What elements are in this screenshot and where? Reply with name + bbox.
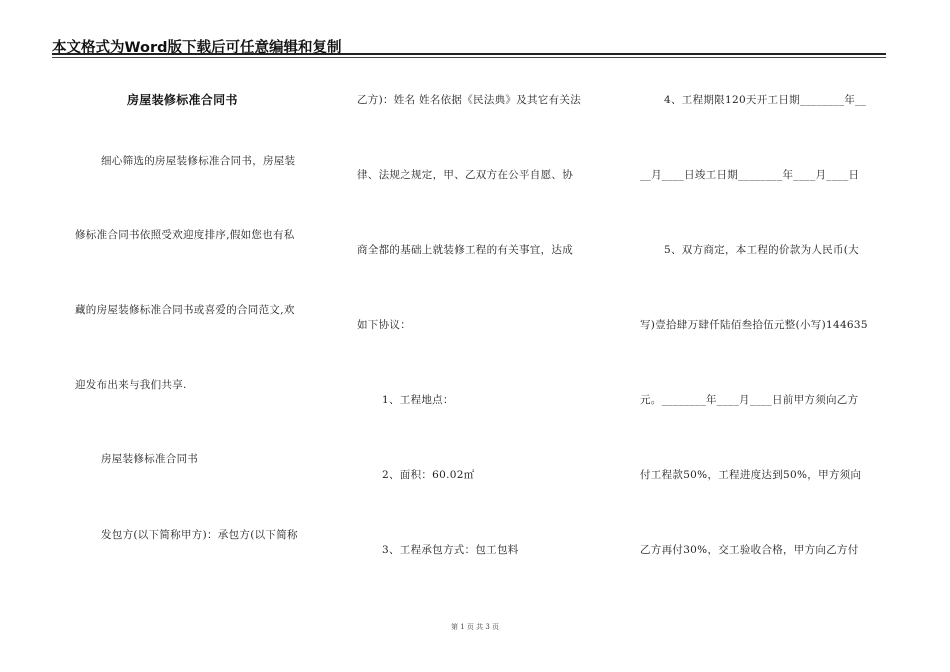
paragraph-line: 迎发布出来与我们共享. — [75, 379, 187, 391]
paragraph-line: 乙方再付30%，交工验收合格，甲方向乙方付 — [640, 544, 859, 556]
paragraph-line: 1、工程地点： — [382, 394, 454, 406]
paragraph-line: 付工程款50%，工程进度达到50%，甲方须向 — [640, 469, 862, 481]
paragraph-line: 写)壹拾肆万肆仟陆佰叁拾伍元整(小写)144635 — [640, 319, 868, 331]
page-number: 第 1 页 共 3 页 — [450, 623, 500, 631]
paragraph-line: 律、法规之规定，甲、乙双方在公平自愿、协 — [357, 169, 573, 181]
paragraph-line: 元。________年____月____日前甲方须向乙方 — [640, 394, 859, 406]
paragraph-line: 3、工程承包方式：包工包料 — [382, 544, 519, 556]
paragraph-line: 藏的房屋装修标准合同书或喜爱的合同范文,欢 — [75, 304, 295, 316]
paragraph-line: 商全都的基础上就装修工程的有关事宜，达成 — [357, 244, 573, 256]
page-header-title: 本文格式为Word版下载后可任意编辑和复制 — [52, 40, 342, 56]
paragraph-line: 细心筛选的房屋装修标准合同书，房屋装 — [101, 155, 296, 167]
paragraph-line: 2、面积：60.02㎡ — [382, 469, 475, 481]
paragraph-line: 4、工程期限120天开工日期________年__ — [664, 94, 867, 106]
paragraph-line: 房屋装修标准合同书 — [101, 453, 199, 465]
paragraph-line: 5、双方商定，本工程的价款为人民币(大 — [664, 244, 859, 256]
paragraph-line: 乙方)：姓名 姓名依据《民法典》及其它有关法 — [357, 94, 582, 106]
paragraph-line: __月____日竣工日期________年____月____日 — [640, 169, 860, 181]
paragraph-line: 如下协议： — [357, 319, 411, 331]
header-rule-secondary — [52, 57, 886, 58]
header-rule — [52, 53, 886, 55]
paragraph-line: 修标准合同书依照受欢迎度排序,假如您也有私 — [75, 229, 295, 241]
paragraph-line: 发包方(以下简称甲方)：承包方(以下简称 — [101, 529, 298, 541]
document-title: 房屋装修标准合同书 — [127, 93, 238, 107]
